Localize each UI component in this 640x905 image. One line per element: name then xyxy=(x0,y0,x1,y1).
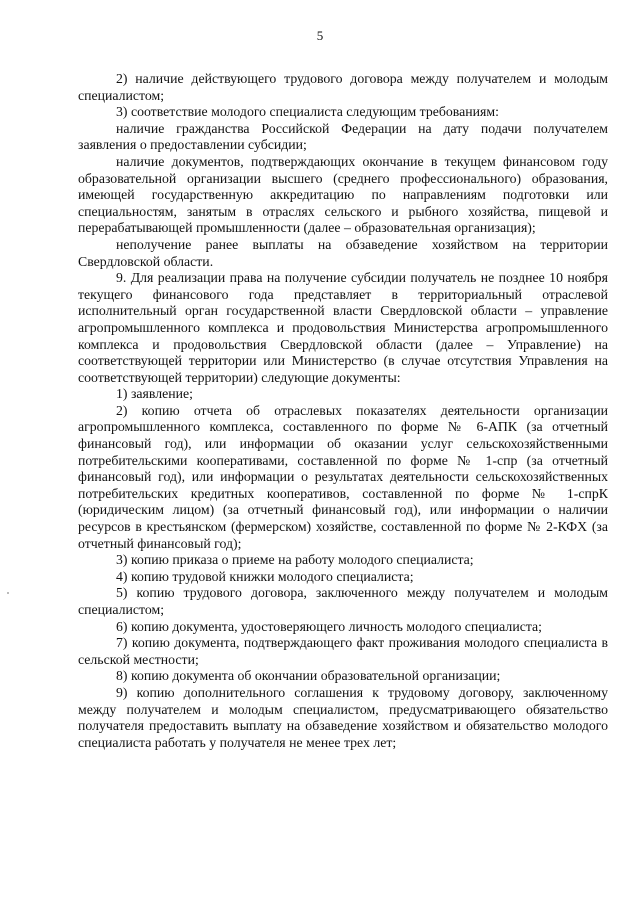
paragraph-item-3-specialist-requirements: 3) соответствие молодого специалиста следующим требованиям: xyxy=(116,104,499,120)
list-item-identity-document: 6) копию документа, удостоверяющего личность молодого специалиста; xyxy=(116,618,542,634)
list-item-hiring-order: 3) копию приказа о приеме на работу молодого специалиста; xyxy=(116,552,474,568)
document-body xyxy=(78,71,608,751)
list-item-employment-contract-copy: 5) копию трудового договора, заключенного между получателем и молодым специалистом; xyxy=(78,585,608,617)
paragraph-education-requirement: наличие документов, подтверждающих окончание в текущем финансовом году образовательной организации высшего (среднего профессионального) образования, имеющей государственную аккредитацию по направлениям подготовки или специальностям, занятым в отраслях сельского и рыбного хозяйства, пищевой и перерабатывающей промышленности (далее – образовательная организация); xyxy=(78,153,608,236)
list-item-supplementary-agreement: 9) копию дополнительного соглашения к трудовому договору, заключенному между получателем и молодым специалистом, предусматривающего обязательство получателя предоставить выплату на обзаведение хозяйством и обязательство молодого специалиста работать у получателя не менее трех лет; xyxy=(78,684,608,750)
paragraph-no-prior-payment: неполучение ранее выплаты на обзаведение хозяйством на территории Свердловской области. xyxy=(78,236,608,269)
paragraph-section-9: 9. Для реализации права на получение субсидии получатель не позднее 10 ноября текущего финансового года представляет в территориальный отраслевой исполнительный орган государственной власти Свердловской области – управление агропромышленного комплекса и продовольствия Министерства агропромышленного комплекса и продовольствия Свердловской области (далее – Управление) на соответствующей территории или Министерство (в случае отсутствия Управления на соответствующей территории) следующие документы: xyxy=(78,270,608,385)
list-item-report-copy: 2) копию отчета об отраслевых показателях деятельности организации агропромышленного комплекса, составленного по форме № 6-АПК (за отчетный финансовый год), или информации об оказании услуг сельскохозяйственными потребительскими кооперативами, составленной по форме № 1-спр (за отчетный финансовый год), или информации о результатах деятельности сельскохозяйственных потребительских кредитных кооперативов, составленной по форме № 1-спрК (юридическим лицом) (за отчетный финансовый год), или информации о наличии ресурсов в крестьянском (фермерском) хозяйстве, составленной по форме № 2-КФХ (за отчетный финансовый год); xyxy=(78,402,608,551)
list-item-application: 1) заявление; xyxy=(116,386,193,402)
paragraph-citizenship-requirement: наличие гражданства Российской Федерации на дату подачи получателем заявления о предоставлении субсидии; xyxy=(78,120,608,153)
page-number: 5 xyxy=(316,28,324,43)
list-item-graduation-document: 8) копию документа об окончании образовательной организации; xyxy=(116,668,501,684)
list-item-rural-residence-document: 7) копию документа, подтверждающего факт проживания молодого специалиста в сельской местности; xyxy=(78,635,608,667)
scan-speck xyxy=(7,592,9,594)
list-item-work-book: 4) копию трудовой книжки молодого специалиста; xyxy=(116,568,414,584)
paragraph-item-2-employment-contract: 2) наличие действующего трудового договора между получателем и молодым специалистом; xyxy=(78,71,608,103)
